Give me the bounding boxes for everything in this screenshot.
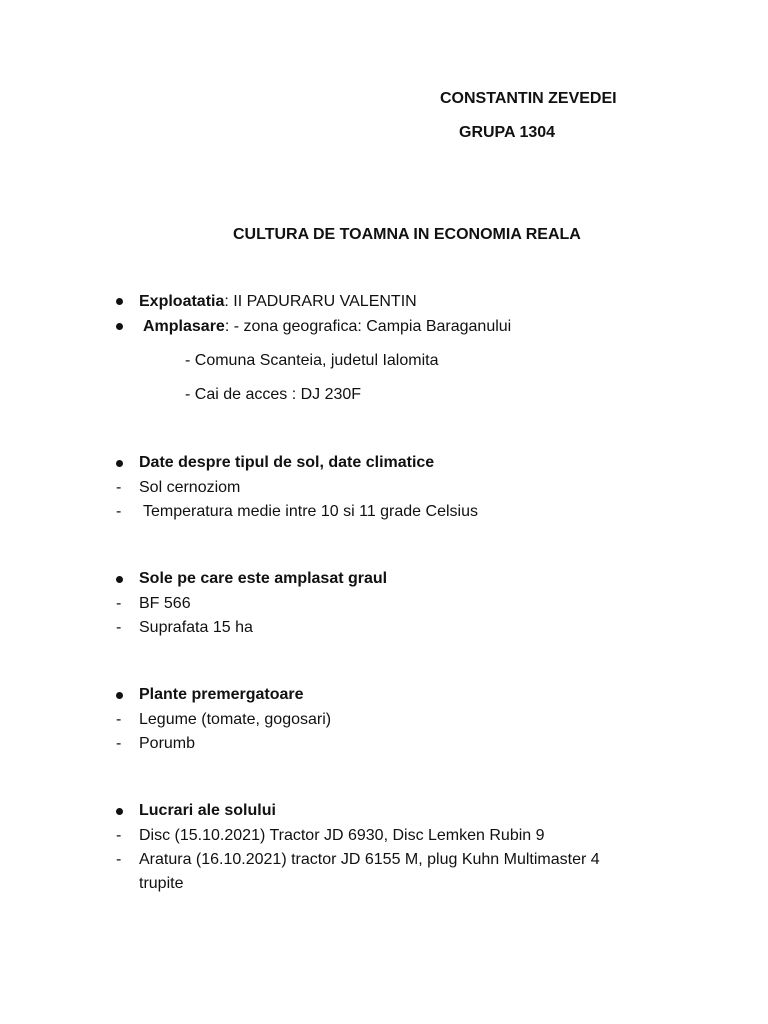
bullet-icon: [116, 808, 123, 815]
dash-marker: -: [116, 827, 122, 844]
author-name: CONSTANTIN ZEVEDEI: [440, 90, 617, 107]
sol-heading: Date despre tipul de sol, date climatice: [139, 454, 435, 471]
lucrari-item-continuation: trupite: [139, 875, 184, 892]
dash-marker: -: [116, 503, 122, 520]
sole-heading: Sole pe care este amplasat graul: [139, 570, 388, 587]
bullet-icon: [116, 692, 123, 699]
amplasare-line-acces: - Cai de acces : DJ 230F: [185, 386, 362, 403]
document-title: CULTURA DE TOAMNA IN ECONOMIA REALA: [233, 226, 581, 243]
exploatatia-item: [139, 292, 417, 312]
dash-marker: -: [116, 595, 122, 612]
lucrari-heading: Lucrari ale solului: [139, 802, 276, 819]
dash-marker: -: [116, 619, 122, 636]
amplasare-item: [143, 317, 511, 337]
exploatatia-label: Exploatatia: [139, 293, 225, 310]
bullet-icon: [116, 323, 123, 330]
sol-item: Sol cernoziom: [139, 479, 241, 496]
dash-marker: -: [116, 851, 122, 868]
amplasare-label: Amplasare: [143, 318, 225, 335]
amplasare-line-comuna: - Comuna Scanteia, judetul Ialomita: [185, 352, 439, 369]
sole-item: Suprafata 15 ha: [139, 619, 253, 636]
plante-item: Porumb: [139, 735, 196, 752]
group-number: GRUPA 1304: [459, 124, 556, 141]
bullet-icon: [116, 460, 123, 467]
lucrari-item: Aratura (16.10.2021) tractor JD 6155 M, plug Kuhn Multimaster 4: [139, 851, 600, 868]
exploatatia-value: : II PADURARU VALENTIN: [224, 293, 417, 310]
dash-marker: -: [116, 711, 122, 728]
dash-marker: -: [116, 735, 122, 752]
bullet-icon: [116, 298, 123, 305]
plante-heading: Plante premergatoare: [139, 686, 304, 703]
amplasare-value: : - zona geografica: Campia Baraganului: [224, 318, 512, 335]
lucrari-item: Disc (15.10.2021) Tractor JD 6930, Disc Lemken Rubin 9: [139, 827, 545, 844]
dash-marker: -: [116, 479, 122, 496]
sole-item: BF 566: [139, 595, 191, 612]
sol-item: Temperatura medie intre 10 si 11 grade Celsius: [143, 503, 478, 520]
bullet-icon: [116, 576, 123, 583]
plante-item: Legume (tomate, gogosari): [139, 711, 332, 728]
